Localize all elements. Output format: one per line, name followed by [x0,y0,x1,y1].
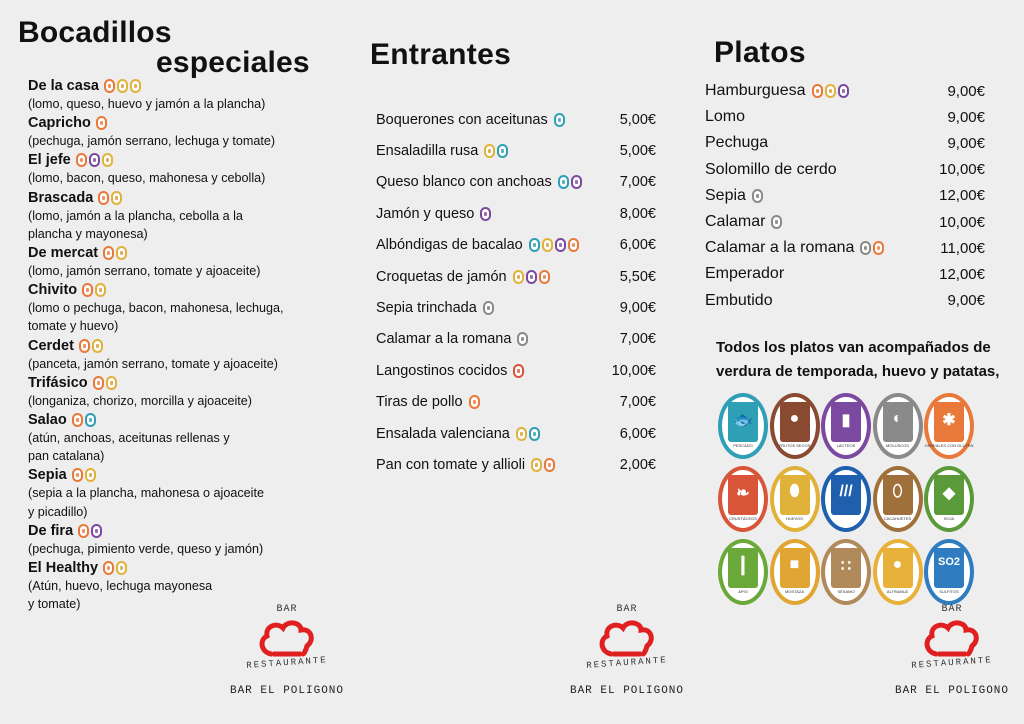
huevo-icon [117,79,128,93]
entrante-name [376,174,596,190]
huevo-icon [116,561,127,575]
molusco-icon [860,241,871,255]
allergen-icons [858,241,884,255]
lacteo-icon [91,524,102,538]
allergen-icons [80,283,106,297]
entrante-name [376,112,596,128]
plato-name-text: Emperador [705,265,785,283]
entrante-name-text: Croquetas de jamón [376,268,507,285]
bocadillo-name-text: El Healthy [28,560,99,577]
bocadillos-title-line1: Bocadillos [18,16,172,49]
lines-icon: /// [839,483,853,500]
plato-price: 9,00€ [947,82,985,100]
bocadillo-name-text: Sepia [28,467,67,484]
plato-price: 11,00€ [940,239,985,257]
cereal-icon [76,153,87,167]
milk-icon: ▮ [841,412,851,429]
pescado-icon [497,144,508,158]
entrante-price: 7,00€ [619,331,656,348]
entrante-name [376,237,596,253]
allergen-icons [810,84,849,98]
entrante-name [376,143,596,159]
bocadillo-description: (lomo, jamón serrano, tomate y ajoaceite) [28,264,261,279]
cereal-icon [98,191,109,205]
list-item [376,135,656,166]
lacteo-icon [838,84,849,98]
huevo-icon [513,270,524,284]
allergen-badge [770,466,821,533]
allergen-icons [478,207,491,221]
allergen-icons [511,364,524,378]
plato-name [705,213,905,231]
allergen-row [718,466,1018,539]
entrante-name-text: Albóndigas de bacalao [376,237,523,254]
plato-name-text: Embutido [705,291,773,309]
logo-restaurante-text: RESTAURANTE [246,655,328,671]
allergen-label: SOJA [943,516,955,521]
list-item [28,189,328,243]
entrante-name [376,457,596,473]
bocadillo-description: (atún, anchoas, aceitunas rellenas y [28,431,230,446]
plato-name [705,108,905,126]
allergen-icons [481,301,494,315]
bocadillo-name [28,114,328,132]
bocadillo-name [28,522,328,540]
molusco-icon [752,189,763,203]
list-item [376,167,656,198]
plato-name [705,134,905,152]
bocadillo-name [28,151,328,169]
allergen-badge [718,539,769,606]
pescado-icon [558,175,569,189]
lacteo-icon [480,207,491,221]
allergen-badge [873,539,924,606]
logo-bar-text: BAR [276,604,298,615]
allergen-label: MOSTAZA [784,589,805,594]
bocadillo-name-text: Brascada [28,189,94,206]
entrante-name [376,331,596,347]
cereal-icon [79,339,90,353]
allergen-label: CEREALES CON GLUTEN [924,443,974,448]
bocadillo-name [28,244,328,262]
allergen-icons [101,246,127,260]
cereal-icon [72,413,83,427]
bocadillo-description: y tomate) [28,597,81,612]
allergen-icons [91,376,117,390]
bocadillo-name [28,559,328,577]
allergen-label: CACAHUETES [883,516,912,521]
bocadillo-name-text: Trifásico [28,374,88,391]
allergen-icons [556,175,582,189]
sesame-icon: ∷ [840,558,852,575]
huevo-icon [92,339,103,353]
allergen-label: CRUSTÁCEOS [729,516,757,521]
allergen-badge [770,393,821,460]
bocadillo-description: (Atún, huevo, lechuga mayonesa [28,579,213,594]
bocadillo-description: (lomo, bacon, queso, mahonesa y cebolla) [28,171,266,186]
list-item [28,466,328,520]
allergen-icons [514,427,540,441]
logo-name-text: BAR EL POLIGONO [229,685,345,697]
soy-icon: ◆ [942,485,956,502]
bocadillo-description: pan catalana) [28,449,105,464]
cereal-icon [103,561,114,575]
pescado-icon [554,113,565,127]
allergen-badge [821,539,872,606]
list-item [376,261,656,292]
plato-price: 10,00€ [939,213,985,231]
entrante-name [376,206,596,222]
plato-name-text: Calamar [705,213,766,231]
lacteo-icon [89,153,100,167]
plato-price: 9,00€ [947,134,985,152]
molusco-icon [483,301,494,315]
huevo-icon [130,79,141,93]
entrante-price: 5,50€ [619,268,656,285]
allergen-icons [94,116,107,130]
allergen-icons [511,270,550,284]
list-item [376,324,656,355]
allergen-label: HUEVOS [786,516,803,521]
allergen-badge [718,466,769,533]
list-item [376,355,656,386]
plato-name-text: Calamar a la romana [705,239,855,257]
cereal-icon [812,84,823,98]
allergen-badge [873,393,924,460]
list-item [705,183,985,209]
list-item [705,157,985,183]
lacteo-icon [526,270,537,284]
allergen-badge [821,393,872,460]
entrante-name-text: Queso blanco con anchoas [376,174,552,191]
huevo-icon [85,468,96,482]
bocadillo-name [28,77,328,95]
molusco-icon [517,332,528,346]
list-item [376,104,656,135]
bocadillo-name [28,411,328,429]
cereal-icon [103,246,114,260]
restaurant-logo [557,604,697,704]
list-item [376,418,656,449]
allergen-icons [96,191,122,205]
cereal-icon [78,524,89,538]
allergen-icons [101,561,127,575]
bocadillo-description: (pechuga, pimiento verde, queso y jamón) [28,541,264,556]
bocadillo-name-text: De la casa [28,78,99,94]
bocadillo-name-text: De fira [28,522,74,539]
cereal-icon [544,458,555,472]
allergen-label: ALTRAMUZ [886,589,909,594]
bocadillo-name-text: El jefe [28,152,71,169]
list-item [705,235,985,261]
allergen-icons [527,238,579,252]
allergen-label: FRUTOS SECOS [778,443,811,448]
allergen-icons [102,79,141,93]
allergen-row [718,393,1018,466]
huevo-icon [825,84,836,98]
entrante-price: 9,00€ [619,300,656,317]
entrante-name-text: Sepia trinchada [376,300,477,317]
allergen-icons [74,153,113,167]
bocadillo-description: (sepia a la plancha, mahonesa o ajoaceite [28,486,264,501]
plato-price: 12,00€ [939,187,985,205]
plato-price: 9,00€ [947,108,985,126]
fish-icon: 🐟 [733,412,753,429]
mustard-icon: ■ [789,556,800,573]
plato-name-text: Lomo [705,108,746,126]
allergen-icons [769,215,782,229]
bocadillo-description: tomate y huevo) [28,319,119,334]
cereal-icon [469,395,480,409]
cereal-icon [104,79,115,93]
wheat-icon: ✱ [942,412,956,429]
side-dish-note-line2: verdura de temporada, huevo y patatas, [716,363,1000,380]
entrante-price: 2,00€ [619,456,656,473]
restaurant-logo [882,604,1022,704]
plato-name-text: Solomillo de cerdo [705,160,837,178]
bocadillo-description: (lomo, jamón a la plancha, cebolla a la [28,208,243,223]
allergen-legend [718,393,1018,612]
list-item [705,130,985,156]
list-item [705,288,985,314]
plato-name [705,187,905,205]
plato-name [705,239,905,257]
allergen-icons [70,413,96,427]
list-item [705,209,985,235]
list-item [705,78,985,104]
huevo-icon [95,283,106,297]
huevo-icon [102,153,113,167]
entrante-name-text: Pan con tomate y allioli [376,456,526,473]
allergen-icons [529,458,555,472]
allergen-icons [552,113,565,127]
list-item [376,387,656,418]
allergen-badge [718,393,769,460]
plato-name [705,292,905,310]
entrante-price: 5,00€ [619,143,656,160]
entrante-name-text: Tiras de pollo [376,394,463,411]
list-item [28,244,328,280]
list-item [28,337,328,373]
logo-bar-text: BAR [616,604,638,615]
huevo-icon [116,246,127,260]
pescado-icon [85,413,96,427]
list-item [376,449,656,480]
bocadillo-name [28,189,328,207]
entrante-name-text: Jamón y queso [376,205,475,222]
allergen-label: PESCADO [733,443,753,448]
bocadillo-description: (pechuga, jamón serrano, lechuga y tomate) [28,134,276,149]
platos-list [705,78,985,314]
crustaceo-icon [513,364,524,378]
shell-icon: ◐ [892,410,903,427]
molusco-icon [771,215,782,229]
bocadillo-name-text: Salao [28,412,67,429]
entrante-name [376,426,596,442]
platos-title: Platos [714,36,806,69]
shrimp-icon: ❧ [736,485,750,502]
bocadillo-description: (lomo, queso, huevo y jamón a la plancha) [28,97,266,111]
huevo-icon [106,376,117,390]
allergen-icons [467,395,480,409]
side-dish-note [716,336,1006,384]
restaurant-logo [217,604,357,704]
allergen-label: LÁCTEOS [836,443,856,448]
lacteo-icon [555,238,566,252]
bocadillos-title [18,18,348,78]
list-item [28,151,328,187]
entrante-name-text: Calamar a la romana [376,331,512,348]
bocadillo-description: (panceta, jamón serrano, tomate y ajoaceite) [28,356,278,371]
huevo-icon [542,238,553,252]
allergen-icons [76,524,102,538]
sulphite-icon: SO2 [937,556,960,568]
entrantes-list [376,104,656,481]
cereal-icon [568,238,579,252]
cereal-icon [82,283,93,297]
list-item [376,292,656,323]
allergen-badge [924,539,975,606]
nuts-icon: ● [789,410,800,427]
bocadillo-name [28,466,328,484]
list-item [28,374,328,410]
allergen-badge [924,393,975,460]
allergen-label: SULFITOS [939,589,959,594]
bocadillo-name-text: Capricho [28,115,91,132]
list-item [28,114,328,150]
pescado-icon [529,427,540,441]
plato-name [705,82,905,100]
plato-price: 12,00€ [939,265,985,283]
huevo-icon [516,427,527,441]
list-item [705,261,985,287]
chef-hat-icon [257,618,317,662]
list-item [705,104,985,130]
bocadillo-name-text: De mercat [28,245,99,262]
entrante-price: 5,00€ [619,111,656,128]
entrante-name-text: Ensalada valenciana [376,425,510,442]
bocadillo-description: y picadillo) [28,504,88,519]
cereal-icon [72,468,83,482]
huevo-icon [484,144,495,158]
bocadillo-name-text: Cerdet [28,337,74,354]
entrante-price: 10,00€ [611,362,656,379]
allergen-badge [924,466,975,533]
allergen-plate [934,548,964,588]
logo-restaurante-text: RESTAURANTE [911,655,993,671]
entrante-price: 7,00€ [619,394,656,411]
plato-name-text: Hamburguesa [705,82,806,100]
egg-icon: ⬮ [789,483,800,500]
allergen-icons [77,339,103,353]
bocadillo-name [28,337,328,355]
plato-name [705,265,905,283]
list-item [28,522,328,558]
plato-name [705,161,905,179]
plato-price: 9,00€ [947,292,985,310]
bocadillos-title-line2: especiales [156,46,310,79]
bocadillo-description: plancha y mayonesa) [28,226,148,241]
list-item [28,281,328,335]
entrante-name [376,363,596,379]
allergen-badge [821,466,872,533]
bocadillo-name-text: Chivito [28,282,78,299]
plato-price: 10,00€ [939,161,985,179]
logo-restaurante-text: RESTAURANTE [586,655,668,671]
chef-hat-icon [597,618,657,662]
entrante-name [376,269,596,285]
pescado-icon [529,238,540,252]
peanut-icon: ⬯ [892,483,903,500]
chef-hat-icon [922,618,982,662]
allergen-label: MOLUSCOS [886,443,909,448]
allergen-icons [750,189,763,203]
plato-name-text: Sepia [705,186,746,204]
allergen-label: SÉSAMO [837,589,855,594]
huevo-icon [531,458,542,472]
cereal-icon [96,116,107,130]
entrante-price: 6,00€ [619,425,656,442]
list-item [376,230,656,261]
allergen-icons [515,332,528,346]
entrante-name-text: Boquerones con aceitunas [376,111,548,128]
entrantes-title: Entrantes [370,38,512,71]
celery-icon: ┃ [738,558,748,575]
entrante-name-text: Langostinos cocidos [376,362,508,379]
allergen-icons [482,144,508,158]
logo-bar-text: BAR [941,604,963,615]
plato-name-text: Pechuga [705,134,769,152]
list-item [376,198,656,229]
bocadillos-list [28,77,328,614]
huevo-icon [111,191,122,205]
entrante-name [376,300,596,316]
cereal-icon [539,270,550,284]
list-item [28,411,328,465]
logo-name-text: BAR EL POLIGONO [569,685,685,697]
cereal-icon [873,241,884,255]
allergen-label: APIO [738,589,748,594]
bocadillo-description: (longaniza, chorizo, morcilla y ajoaceite) [28,393,252,408]
bocadillo-description: (lomo o pechuga, bacon, mahonesa, lechuga, [28,301,284,316]
allergen-badge [770,539,821,606]
cereal-icon [93,376,104,390]
entrante-name-text: Ensaladilla rusa [376,143,479,160]
lupin-icon: ● [892,556,903,573]
allergen-badge [873,466,924,533]
list-item [28,77,328,113]
bocadillo-name [28,374,328,392]
entrante-price: 7,00€ [619,174,656,191]
side-dish-note-line1: Todos los platos van acompañados de [716,339,991,356]
lacteo-icon [571,175,582,189]
entrante-price: 6,00€ [619,237,656,254]
bocadillo-name [28,281,328,299]
entrante-name [376,394,596,410]
entrante-price: 8,00€ [619,205,656,222]
allergen-row [718,539,1018,612]
logo-name-text: BAR EL POLIGONO [894,685,1010,697]
allergen-icons [70,468,96,482]
